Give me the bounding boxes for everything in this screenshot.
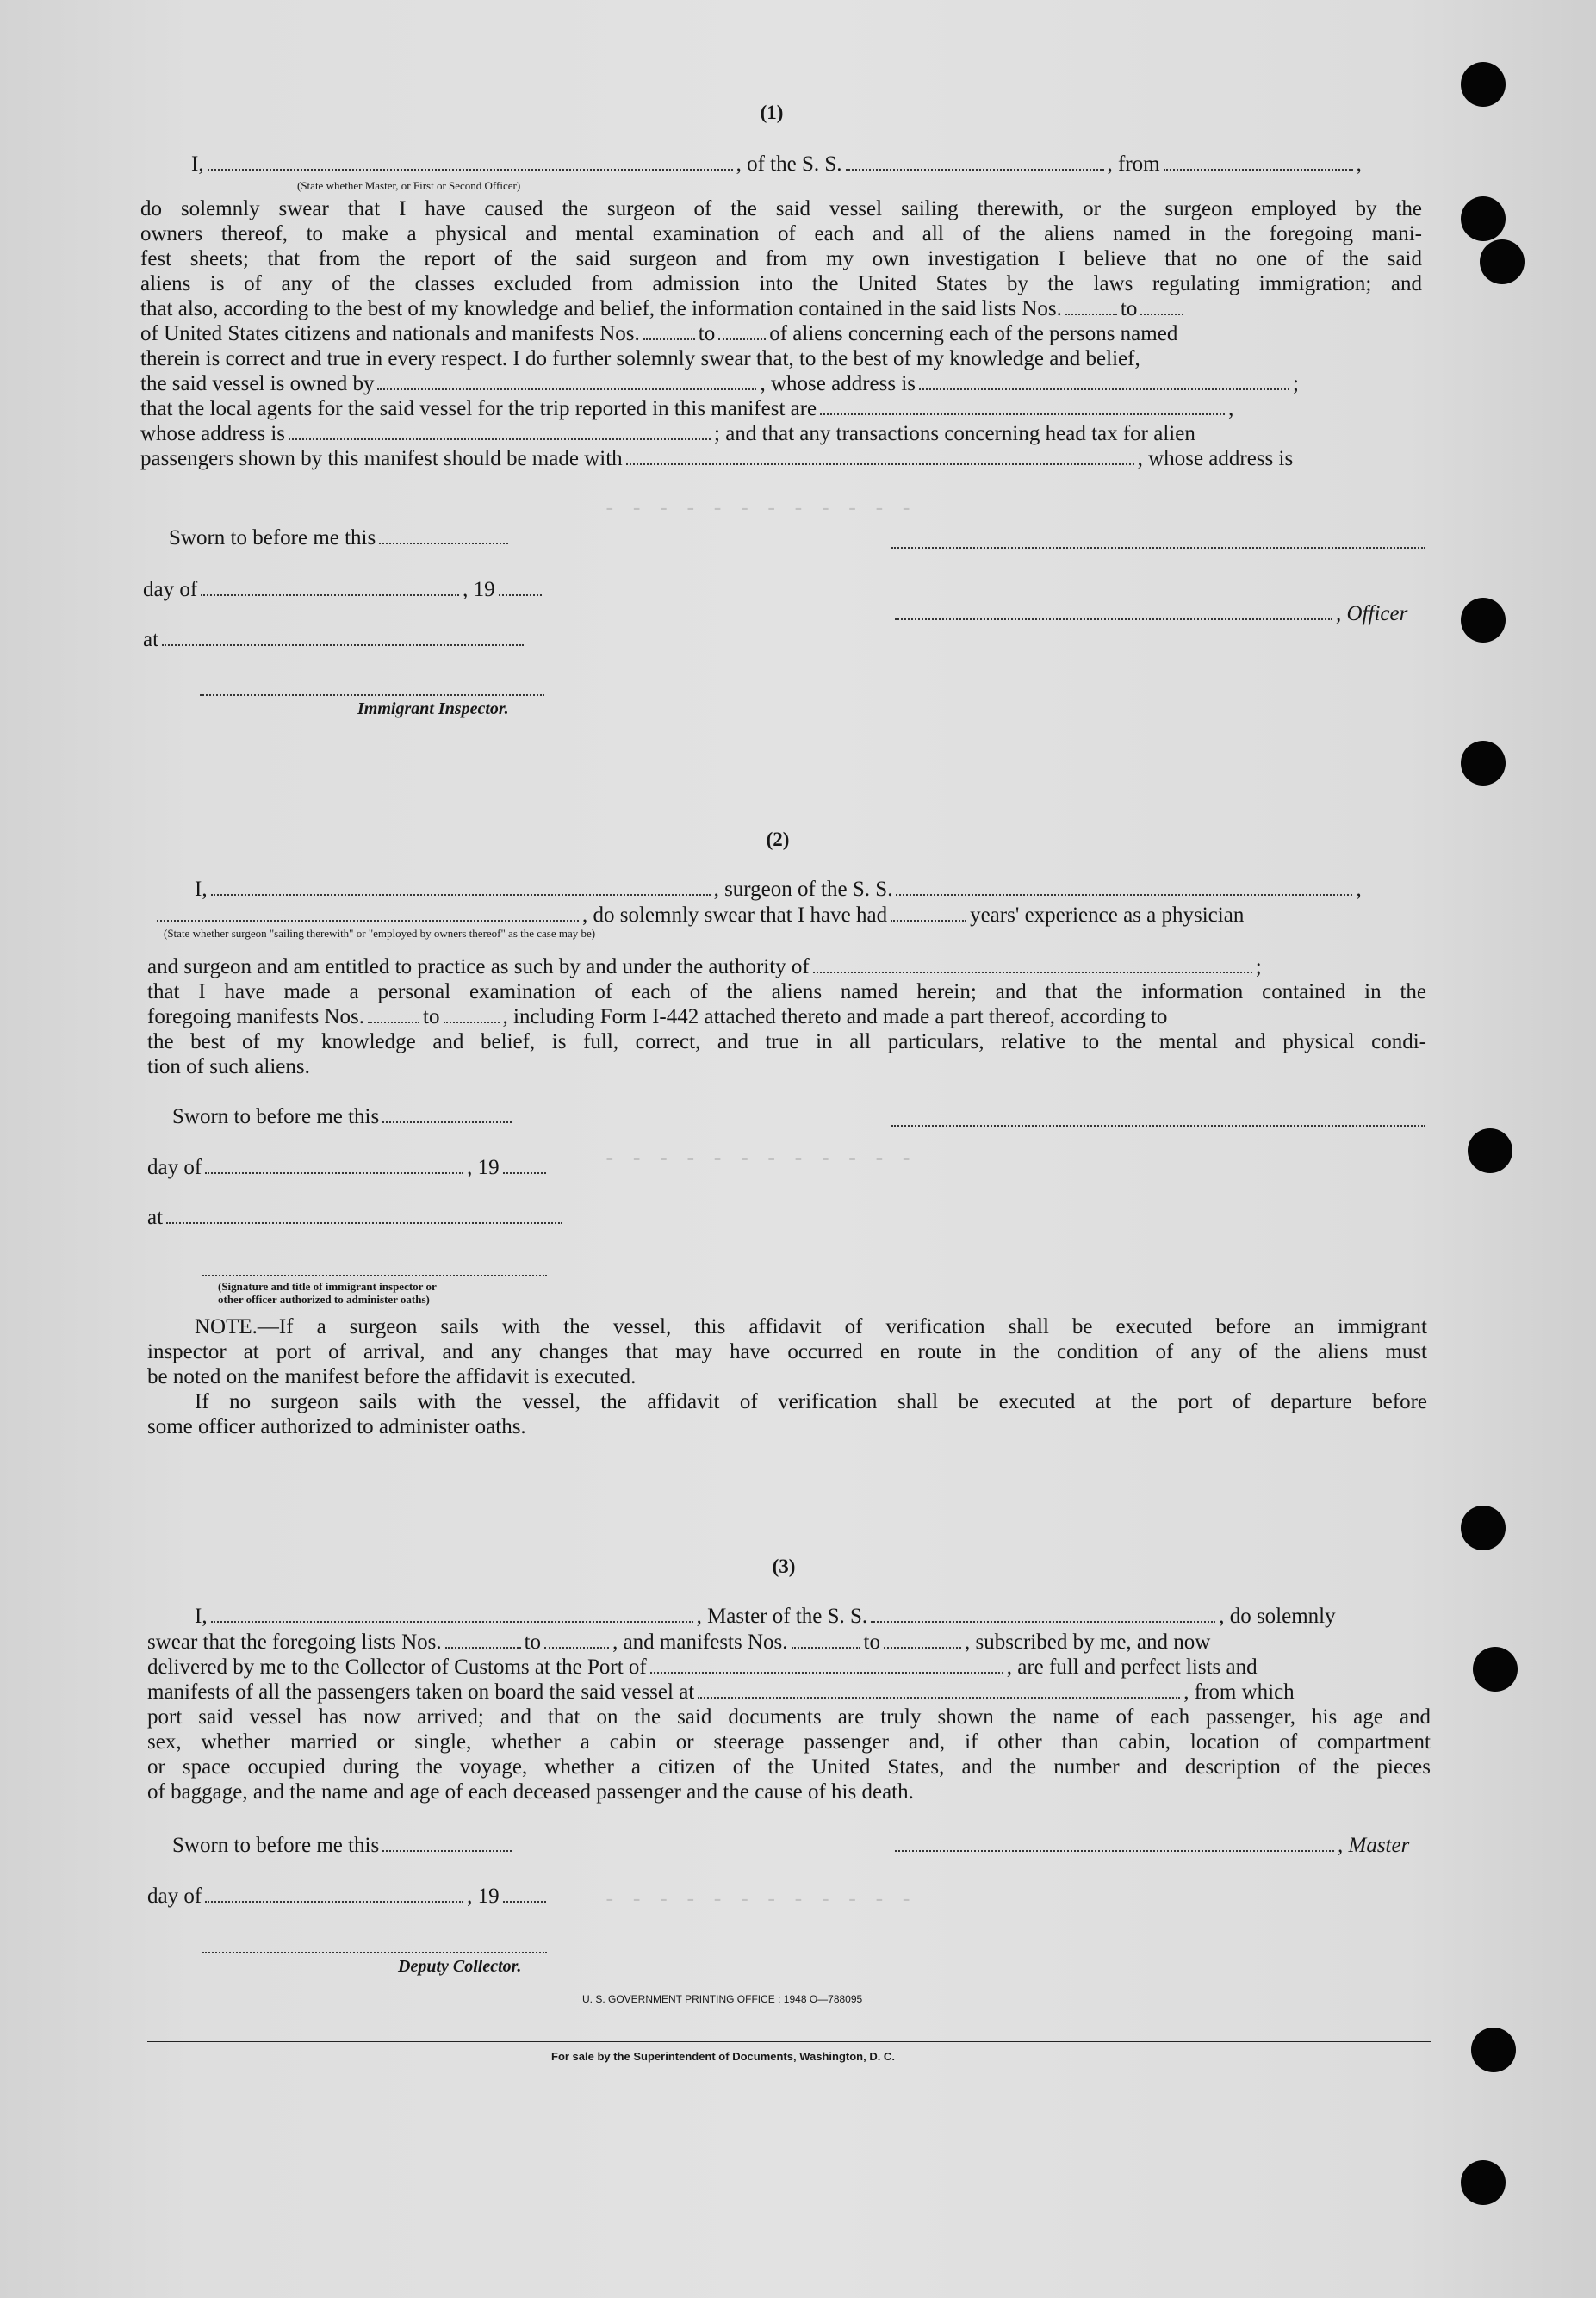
s2-sig-line-left xyxy=(202,1275,547,1276)
s1-para-line: owners thereof, to make a physical and mental examination of each and all of the aliens named in the foregoing mani- xyxy=(140,222,1422,245)
s3-para-end: of baggage, and the name and age of each deceased passenger and the cause of his death. xyxy=(147,1780,914,1804)
s3-line-3: delivered by me to the Collector of Customs at the Port of , are full and perfect lists and xyxy=(147,1655,1258,1679)
punch-hole xyxy=(1473,1647,1518,1692)
s3-line-2: swear that the foregoing lists Nos. to , and manifests Nos. to , subscribed by me, and now xyxy=(147,1630,1211,1654)
s1-officer-line: , Officer xyxy=(891,601,1407,626)
s1-line-11: whose address is ; and that any transactions concerning head tax for alien xyxy=(140,422,1195,445)
s2-note-line: NOTE.—If a surgeon sails with the vessel, this affidavit of verification shall be executed before an immigrant xyxy=(195,1315,1427,1338)
s1-officer-sig-line-1 xyxy=(891,547,1425,549)
s1-inspector-sig-line xyxy=(200,694,544,696)
s2-line-2: , do solemnly swear that I have had years' experience as a physician xyxy=(153,903,1244,928)
s2-note2: If no surgeon sails with the vessel, the affidavit of verification shall be executed at the port of departure before xyxy=(195,1390,1427,1413)
s3-line-1: I, , Master of the S. S. , do solemnly xyxy=(195,1605,1336,1628)
punch-hole xyxy=(1461,598,1506,643)
section-2-number: (2) xyxy=(766,829,790,850)
punch-hole xyxy=(1461,2160,1506,2205)
s3-master-line: , Master xyxy=(891,1833,1409,1858)
s2-note-line: inspector at port of arrival, and any changes that may have occurred en route in the condition of any of the aliens must xyxy=(147,1340,1427,1363)
section-1-number: (1) xyxy=(760,102,784,123)
s2-note-end: be noted on the manifest before the affidavit is executed. xyxy=(147,1365,637,1388)
s2-at: at xyxy=(147,1205,566,1230)
s1-day-of: day of , 19 xyxy=(143,577,545,602)
s2-line-1: I, , surgeon of the S. S. , xyxy=(195,878,1362,901)
punch-hole xyxy=(1480,239,1525,284)
punch-hole xyxy=(1461,741,1506,786)
section-3-number: (3) xyxy=(772,1556,796,1577)
s1-line-9: the said vessel is owned by , whose address is ; xyxy=(140,372,1299,395)
s3-sworn: Sworn to before me this xyxy=(172,1833,515,1858)
s3-para-line: sex, whether married or single, whether a cabin or steerage passenger and, if other than cabin, location of compartment xyxy=(147,1730,1431,1754)
s3-day-of: day of , 19 xyxy=(147,1884,550,1909)
s3-collector-sig-line xyxy=(202,1952,547,1953)
s2-sig-line-right xyxy=(891,1125,1425,1127)
s3-para-line: port said vessel has now arrived; and that on the said documents are truly shown the name of each passenger, his age and xyxy=(147,1705,1431,1729)
s2-line-4: that I have made a personal examination of each of the aliens named herein; and that the information contained in the xyxy=(147,980,1426,1003)
s1-line-10: that the local agents for the said vessel for the trip reported in this manifest are , xyxy=(140,397,1234,420)
master-officer-note: (State whether Master, or First or Second Officer) xyxy=(297,179,521,192)
s3-line-4: manifests of all the passengers taken on board the said vessel at , from which xyxy=(147,1680,1295,1704)
punch-hole xyxy=(1461,62,1506,107)
s1-para-line: do solemnly swear that I have caused the surgeon of the said vessel sailing therewith, or the surgeon employed by the xyxy=(140,197,1422,220)
s1-line-12: passengers shown by this manifest should be made with , whose address is xyxy=(140,447,1294,470)
punch-hole xyxy=(1471,2028,1516,2072)
s2-line-7: tion of such aliens. xyxy=(147,1055,310,1078)
s3-para-line: or space occupied during the voyage, whether a citizen of the United States, and the number and description of the pieces xyxy=(147,1755,1431,1779)
s1-para-line: fest sheets; that from the report of the said surgeon and from my own investigation I believe that no one of the said xyxy=(140,247,1422,270)
s1-line-1: I, , of the S. S. , from , xyxy=(191,152,1362,176)
s2-line-3: and surgeon and am entitled to practice as such by and under the authority of ; xyxy=(147,955,1262,978)
bleed-through-text: - - - - - - - - - - - - xyxy=(603,1146,914,1171)
s2-sig-note-2: other officer authorized to administer oaths) xyxy=(218,1293,430,1306)
s2-line-6: the best of my knowledge and belief, is full, correct, and true in all particulars, relative to the mental and physical condi- xyxy=(147,1030,1426,1053)
punch-hole xyxy=(1468,1128,1512,1173)
s2-day-of: day of , 19 xyxy=(147,1155,550,1180)
bleed-through-text: - - - - - - - - - - - - xyxy=(603,495,914,521)
s2-sig-note-1: (Signature and title of immigrant inspector or xyxy=(218,1280,437,1293)
punch-hole xyxy=(1461,196,1506,241)
s2-note2-end: some officer authorized to administer oaths. xyxy=(147,1415,526,1438)
s1-line-6: that also, according to the best of my knowledge and belief, the information contained in the said lists Nos. to xyxy=(140,296,1187,321)
punch-hole xyxy=(1461,1506,1506,1550)
surgeon-type-note: (State whether surgeon "sailing therewith" or "employed by owners thereof" as the case may be) xyxy=(164,927,596,940)
sale-notice: For sale by the Superintendent of Documents, Washington, D. C. xyxy=(551,2050,895,2063)
immigrant-inspector-label: Immigrant Inspector. xyxy=(357,699,509,718)
s1-sworn: Sworn to before me this xyxy=(169,525,512,550)
bleed-through-text: - - - - - - - - - - - - xyxy=(603,1886,914,1912)
s1-line-8: therein is correct and true in every respect. I do further solemnly swear that, to the best of my knowledge and belief, xyxy=(140,347,1140,370)
gpo-imprint: U. S. GOVERNMENT PRINTING OFFICE : 1948 O—788095 xyxy=(582,1993,863,2005)
s1-para-line: aliens is of any of the classes excluded from admission into the United States by the laws regulating immigration; and xyxy=(140,272,1422,295)
s2-sworn: Sworn to before me this xyxy=(172,1104,515,1129)
s1-at: at xyxy=(143,627,527,652)
s1-line-7: of United States citizens and nationals and manifests Nos. to of aliens concerning each of the persons named xyxy=(140,322,1178,345)
footer-rule xyxy=(147,2041,1431,2042)
s2-line-5: foregoing manifests Nos. to , including Form I-442 attached thereto and made a part thereof, according to xyxy=(147,1005,1168,1028)
deputy-collector-label: Deputy Collector. xyxy=(398,1957,522,1976)
